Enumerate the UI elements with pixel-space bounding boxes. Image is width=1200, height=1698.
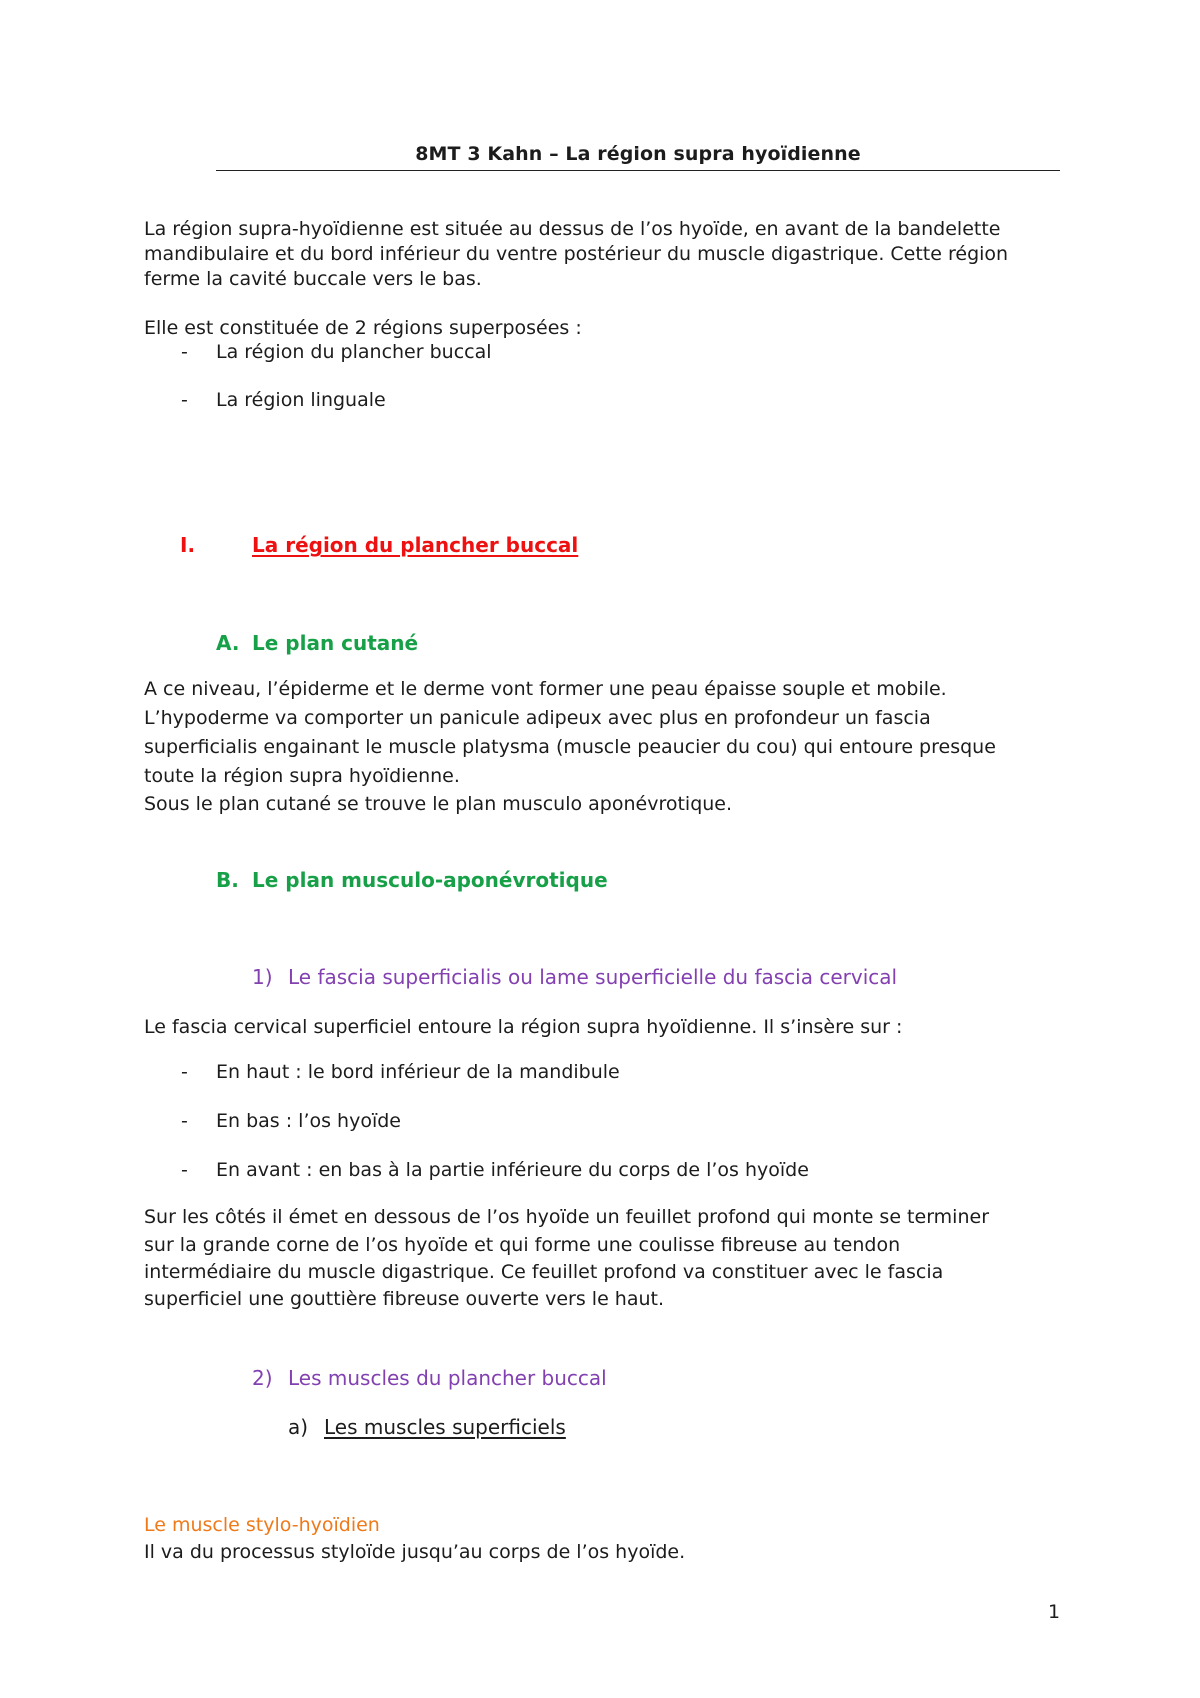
list-dash: - — [181, 1061, 188, 1083]
fascia-intro: Le fascia cervical superficiel entoure la région supra hyoïdienne. Il s’insère sur : — [144, 1016, 903, 1038]
intro-line-3: ferme la cavité buccale vers le bas. — [144, 268, 482, 290]
section-1-title: La région du plancher buccal — [252, 533, 579, 557]
subsection-a-number: a) — [288, 1415, 309, 1439]
page-number: 1 — [1048, 1601, 1061, 1623]
section-a-number: A. — [216, 631, 240, 655]
cutane-line-5: Sous le plan cutané se trouve le plan musculo aponévrotique. — [144, 793, 733, 815]
fascia-line-4: superficiel une gouttière fibreuse ouverte vers le haut. — [144, 1288, 665, 1310]
subsection-a-title: Les muscles superficiels — [324, 1415, 566, 1439]
section-1-number: I. — [180, 533, 196, 557]
fascia-line-1: Sur les côtés il émet en dessous de l’os hyoïde un feuillet profond qui monte se terminer — [144, 1206, 989, 1228]
cutane-line-1: A ce niveau, l’épiderme et le derme vont former une peau épaisse souple et mobile. — [144, 678, 947, 700]
cutane-line-4: toute la région supra hyoïdienne. — [144, 765, 460, 787]
muscle-title: Le muscle stylo-hyoïdien — [144, 1514, 380, 1536]
subsection-1-number: 1) — [252, 965, 273, 989]
fascia-item-1: En haut : le bord inférieur de la mandibule — [216, 1061, 620, 1083]
subsection-1-title: Le fascia superficialis ou lame superficielle du fascia cervical — [288, 965, 898, 989]
intro-line-2: mandibulaire et du bord inférieur du ventre postérieur du muscle digastrique. Cette région — [144, 243, 1009, 265]
list-dash: - — [181, 1110, 188, 1132]
fascia-line-3: intermédiaire du muscle digastrique. Ce feuillet profond va constituer avec le fascia — [144, 1261, 944, 1283]
fascia-item-2: En bas : l’os hyoïde — [216, 1110, 401, 1132]
section-a-title: Le plan cutané — [252, 631, 419, 655]
cutane-line-3: superficialis engainant le muscle platysma (muscle peaucier du cou) qui entoure presque — [144, 736, 996, 758]
list-dash: - — [181, 389, 188, 411]
region-item-1: La région du plancher buccal — [216, 341, 492, 363]
section-b-title: Le plan musculo-aponévrotique — [252, 868, 608, 892]
title-rule — [216, 170, 1060, 171]
section-b-number: B. — [216, 868, 239, 892]
intro-line-1: La région supra-hyoïdienne est située au dessus de l’os hyoïde, en avant de la bandelette — [144, 218, 1001, 240]
list-dash: - — [181, 1159, 188, 1181]
subsection-2-number: 2) — [252, 1366, 273, 1390]
fascia-line-2: sur la grande corne de l’os hyoïde et qui forme une coulisse fibreuse au tendon — [144, 1234, 901, 1256]
list-dash: - — [181, 341, 188, 363]
subsection-2-title: Les muscles du plancher buccal — [288, 1366, 607, 1390]
document-title: 8MT 3 Kahn – La région supra hyoïdienne — [415, 143, 861, 165]
muscle-text: Il va du processus styloïde jusqu’au corps de l’os hyoïde. — [144, 1541, 686, 1563]
region-item-2: La région linguale — [216, 389, 386, 411]
constituted-text: Elle est constituée de 2 régions superposées : — [144, 317, 582, 339]
fascia-item-3: En avant : en bas à la partie inférieure du corps de l’os hyoïde — [216, 1159, 809, 1181]
cutane-line-2: L’hypoderme va comporter un panicule adipeux avec plus en profondeur un fascia — [144, 707, 931, 729]
